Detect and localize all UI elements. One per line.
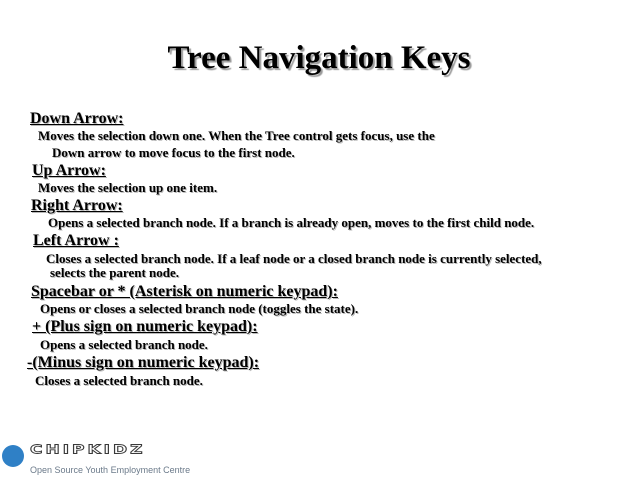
text-left-arrow-line-2: selects the parent node. xyxy=(50,265,180,280)
text-down-arrow-line-1: Moves the selection down one. When the Tree control gets focus, use the xyxy=(38,128,435,143)
heading-plus-sign: + (Plus sign on numeric keypad): xyxy=(32,318,258,335)
heading-up-arrow: Up Arrow: xyxy=(32,162,106,179)
slide-title: Tree Navigation Keys xyxy=(167,40,471,76)
text-plus-sign: Opens a selected branch node. xyxy=(40,337,208,352)
heading-right-arrow: Right Arrow: xyxy=(31,197,123,214)
logo-circle-icon xyxy=(2,445,24,467)
chipkidz-logo xyxy=(0,440,200,478)
heading-minus-sign: -(Minus sign on numeric keypad): xyxy=(27,354,260,371)
text-up-arrow: Moves the selection up one item. xyxy=(38,180,218,195)
text-minus-sign: Closes a selected branch node. xyxy=(35,373,203,388)
text-down-arrow-line-2: Down arrow to move focus to the first node. xyxy=(52,145,295,160)
heading-down-arrow: Down Arrow: xyxy=(30,110,124,127)
heading-spacebar: Spacebar or * (Asterisk on numeric keypad): xyxy=(31,283,338,300)
text-left-arrow-line-1: Closes a selected branch node. If a leaf node or a closed branch node is currently selected, xyxy=(46,251,542,266)
logo-wordmark: CHIPKIDZ xyxy=(30,442,146,457)
heading-left-arrow: Left Arrow : xyxy=(33,232,119,249)
logo-tagline: Open Source Youth Employment Centre xyxy=(30,465,191,475)
text-right-arrow: Opens a selected branch node. If a branch is already open, moves to the first child node. xyxy=(48,215,535,230)
text-spacebar: Opens or closes a selected branch node (toggles the state). xyxy=(40,301,359,316)
